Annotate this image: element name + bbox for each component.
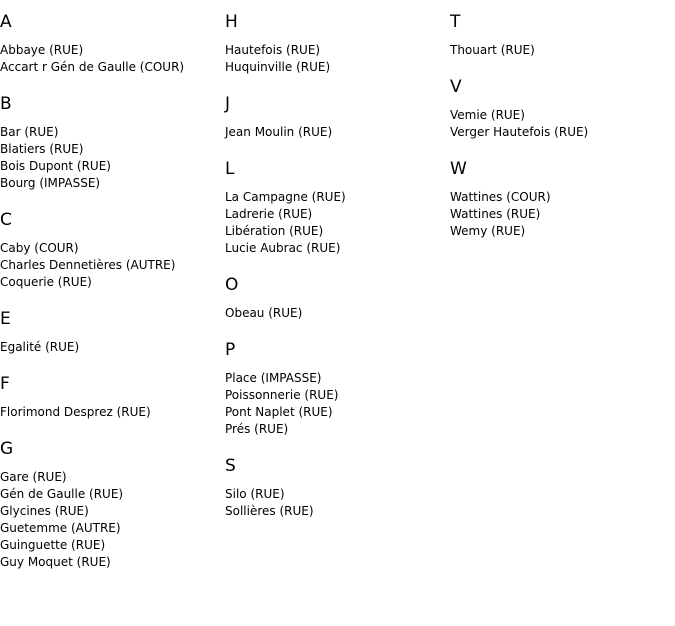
street-link[interactable]: Coquerie (RUE) bbox=[0, 275, 92, 289]
letter-heading: G bbox=[0, 439, 14, 459]
street-link[interactable]: Poissonnerie (RUE) bbox=[225, 388, 339, 402]
street-link[interactable]: Vemie (RUE) bbox=[450, 108, 525, 122]
street-link[interactable]: Charles Dennetières (AUTRE) bbox=[0, 258, 176, 272]
letter-heading: B bbox=[0, 94, 12, 114]
street-link[interactable]: Prés (RUE) bbox=[225, 422, 289, 436]
street-list bbox=[450, 107, 675, 141]
street-list bbox=[225, 189, 450, 257]
letter-heading: P bbox=[225, 340, 236, 360]
street-list bbox=[0, 469, 225, 571]
letter-heading: E bbox=[0, 309, 11, 329]
letter-heading: F bbox=[0, 374, 10, 394]
street-link[interactable]: Guinguette (RUE) bbox=[0, 538, 106, 552]
street-list bbox=[0, 240, 225, 291]
street-list bbox=[225, 305, 450, 322]
street-link[interactable]: Place (IMPASSE) bbox=[225, 371, 322, 385]
street-link[interactable]: Bourg (IMPASSE) bbox=[0, 176, 101, 190]
letter-heading: V bbox=[450, 77, 462, 97]
letter-group-f bbox=[0, 374, 225, 421]
street-link[interactable]: La Campagne (RUE) bbox=[225, 190, 346, 204]
street-link[interactable]: Gén de Gaulle (RUE) bbox=[0, 487, 124, 501]
letter-heading: S bbox=[225, 456, 236, 476]
letter-heading: H bbox=[225, 12, 238, 32]
street-link[interactable]: Blatiers (RUE) bbox=[0, 142, 84, 156]
letter-group-g bbox=[0, 439, 225, 571]
letter-group-b bbox=[0, 94, 225, 192]
street-link[interactable]: Ladrerie (RUE) bbox=[225, 207, 313, 221]
street-list bbox=[450, 189, 675, 240]
letter-heading: O bbox=[225, 275, 239, 295]
street-link[interactable]: Lucie Aubrac (RUE) bbox=[225, 241, 341, 255]
street-link[interactable]: Verger Hautefois (RUE) bbox=[450, 125, 589, 139]
street-link[interactable]: Wemy (RUE) bbox=[450, 224, 526, 238]
street-link[interactable]: Wattines (RUE) bbox=[450, 207, 541, 221]
letter-group-s bbox=[225, 456, 450, 520]
street-link[interactable]: Florimond Desprez (RUE) bbox=[0, 405, 151, 419]
index-column-2 bbox=[225, 0, 450, 520]
letter-group-c bbox=[0, 210, 225, 291]
street-link[interactable]: Guy Moquet (RUE) bbox=[0, 555, 111, 569]
letter-heading: W bbox=[450, 159, 467, 179]
street-link[interactable]: Hautefois (RUE) bbox=[225, 43, 321, 57]
street-link[interactable]: Thouart (RUE) bbox=[450, 43, 535, 57]
street-link[interactable]: Obeau (RUE) bbox=[225, 306, 303, 320]
street-link[interactable]: Pont Naplet (RUE) bbox=[225, 405, 333, 419]
letter-heading: C bbox=[0, 210, 12, 230]
street-list bbox=[0, 124, 225, 192]
letter-heading: A bbox=[0, 12, 12, 32]
letter-group-w bbox=[450, 159, 675, 240]
street-list bbox=[225, 124, 450, 141]
street-link[interactable]: Jean Moulin (RUE) bbox=[225, 125, 333, 139]
street-link[interactable]: Wattines (COUR) bbox=[450, 190, 551, 204]
street-link[interactable]: Accart r Gén de Gaulle (COUR) bbox=[0, 60, 185, 74]
street-list bbox=[225, 42, 450, 76]
letter-group-j bbox=[225, 94, 450, 141]
street-list bbox=[225, 370, 450, 438]
letter-heading: L bbox=[225, 159, 235, 179]
street-link[interactable]: Sollières (RUE) bbox=[225, 504, 314, 518]
street-list bbox=[0, 404, 225, 421]
street-link[interactable]: Libération (RUE) bbox=[225, 224, 324, 238]
letter-group-h bbox=[225, 12, 450, 76]
street-link[interactable]: Abbaye (RUE) bbox=[0, 43, 84, 57]
letter-group-p bbox=[225, 340, 450, 438]
letter-group-t bbox=[450, 12, 675, 59]
street-list bbox=[0, 339, 225, 356]
letter-group-v bbox=[450, 77, 675, 141]
street-link[interactable]: Bois Dupont (RUE) bbox=[0, 159, 111, 173]
street-link[interactable]: Guetemme (AUTRE) bbox=[0, 521, 121, 535]
street-link[interactable]: Glycines (RUE) bbox=[0, 504, 89, 518]
street-link[interactable]: Bar (RUE) bbox=[0, 125, 59, 139]
street-link[interactable]: Gare (RUE) bbox=[0, 470, 67, 484]
street-list bbox=[0, 42, 225, 76]
index-column-3 bbox=[450, 0, 675, 240]
letter-group-o bbox=[225, 275, 450, 322]
letter-group-e bbox=[0, 309, 225, 356]
street-list bbox=[450, 42, 675, 59]
street-link[interactable]: Huquinville (RUE) bbox=[225, 60, 331, 74]
street-list bbox=[225, 486, 450, 520]
street-link[interactable]: Egalité (RUE) bbox=[0, 340, 80, 354]
letter-group-a bbox=[0, 12, 225, 76]
letter-heading: J bbox=[225, 94, 231, 114]
letter-heading: T bbox=[450, 12, 461, 32]
street-link[interactable]: Caby (COUR) bbox=[0, 241, 79, 255]
letter-group-l bbox=[225, 159, 450, 257]
street-link[interactable]: Silo (RUE) bbox=[225, 487, 285, 501]
index-column-1 bbox=[0, 0, 225, 571]
